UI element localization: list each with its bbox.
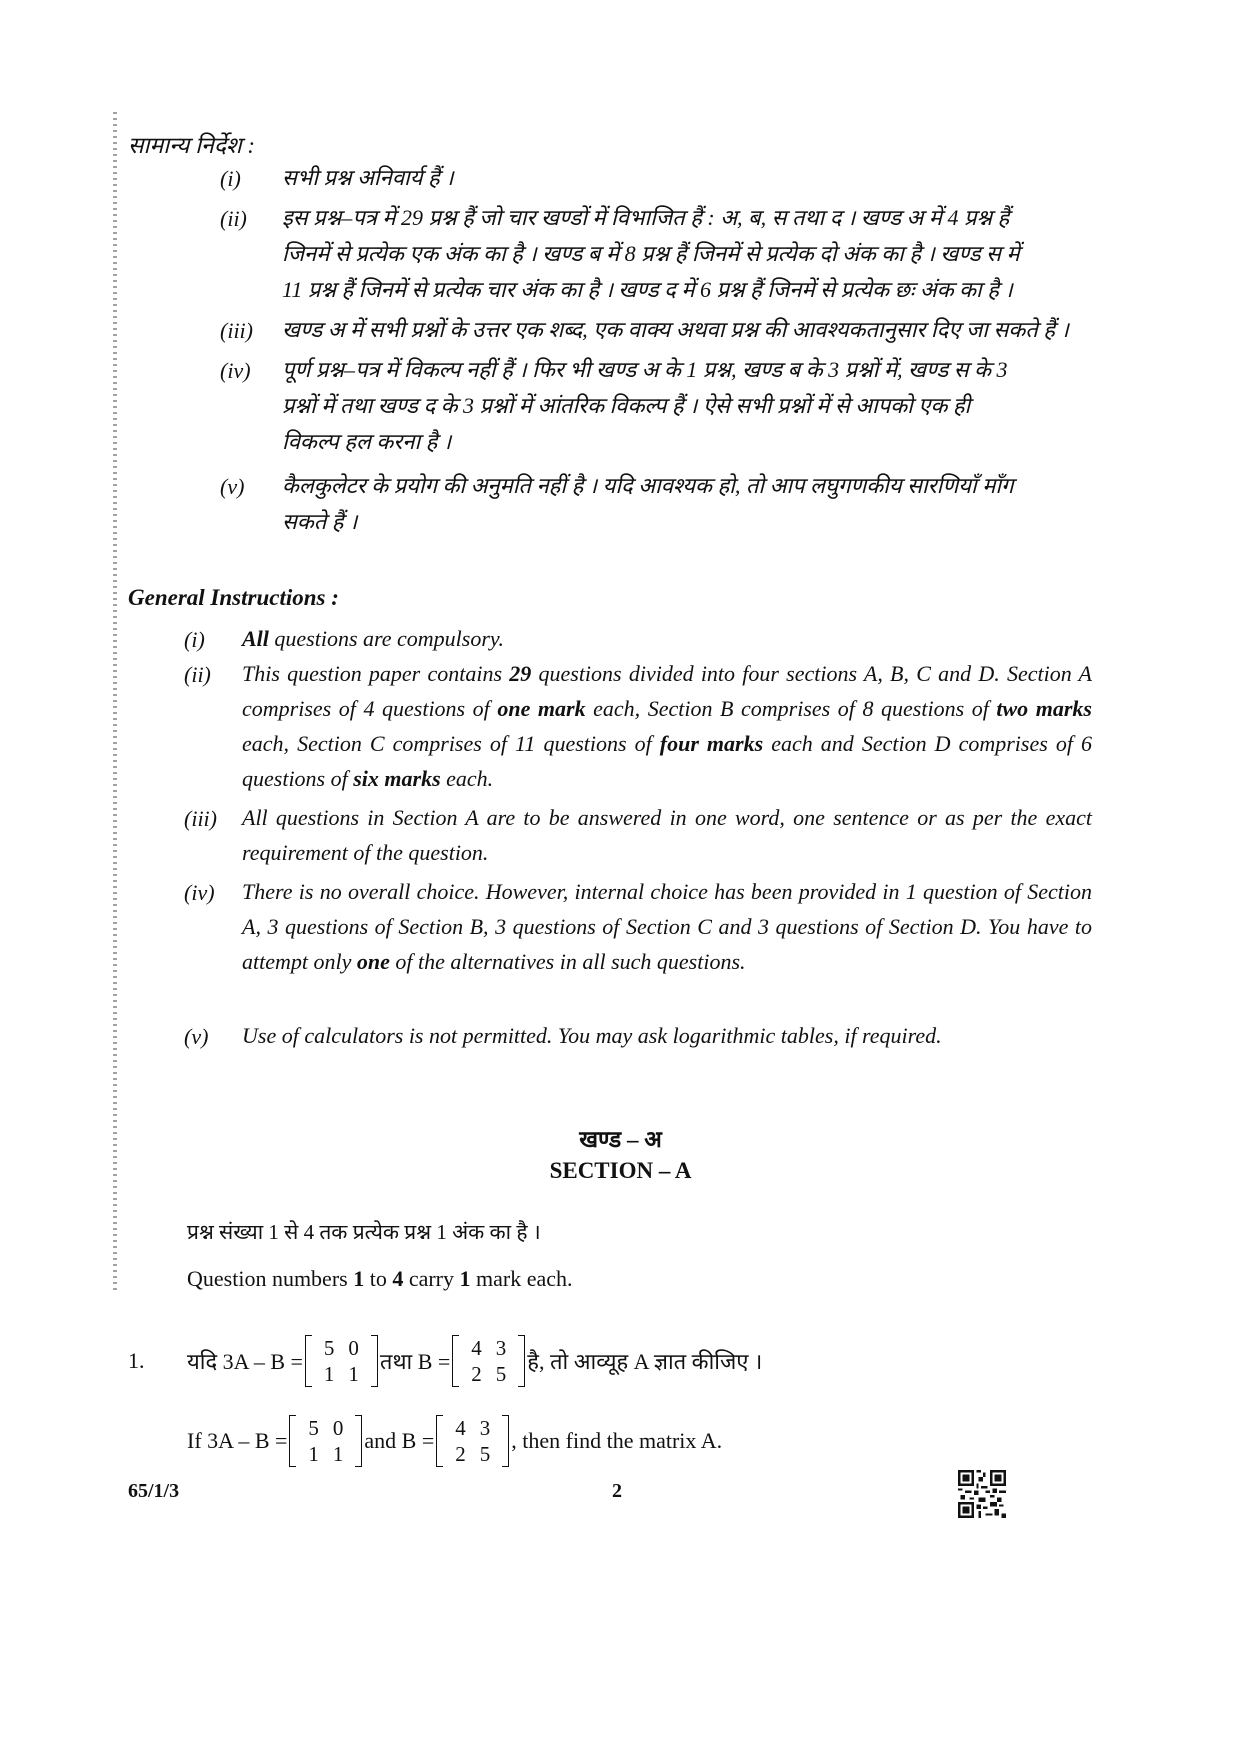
q1-hindi-mid: तथा B = [379, 1349, 451, 1374]
hindi-item-line: प्रश्नों में तथा खण्ड द के 3 प्रश्नों में आंतरिक विकल्प हैं । ऐसे सभी प्रश्नों में से आपको एक ही [282, 393, 971, 418]
section-title-hindi: खण्ड – अ [579, 1127, 662, 1152]
section-title-english: SECTION – A [549, 1158, 692, 1183]
page-number: 2 [612, 1480, 622, 1502]
qr-code-icon [958, 1470, 1006, 1518]
matrix-b: 4 3 2 5 [436, 1415, 509, 1467]
english-item-num: (v) [184, 1024, 209, 1049]
question1-hindi [187, 1330, 762, 1392]
paper-code: 65/1/3 [128, 1480, 180, 1502]
english-item-num: (ii) [184, 662, 211, 687]
margin-dotted-strip [113, 112, 117, 1292]
english-item-v: Use of calculators is not permitted. You may ask logarithmic tables, if required. [242, 1023, 942, 1048]
hindi-item-line: जिनमें से प्रत्येक एक अंक का है । खण्ड ब में 8 प्रश्न हैं जिनमें से प्रत्येक दो अंक का है । खण्ड स में [282, 241, 1020, 266]
english-item-i: All questions are compulsory. [242, 626, 504, 651]
question1-english [187, 1410, 722, 1472]
section-note-hindi: प्रश्न संख्या 1 से 4 तक प्रत्येक प्रश्न 1 अंक का है । [187, 1220, 541, 1244]
hindi-item-line: सकते हैं । [282, 509, 358, 534]
hindi-item-line: सभी प्रश्न अनिवार्य हैं । [282, 165, 454, 190]
hindi-item-line: 11 प्रश्न हैं जिनमें से प्रत्येक चार अंक का है । खण्ड द में 6 प्रश्न हैं जिनमें से प्रत्येक छः अंक का है । [282, 277, 1013, 302]
hindi-item-num: (i) [220, 166, 241, 191]
english-instructions-heading: General Instructions : [128, 585, 339, 610]
hindi-item-line: कैलकुलेटर के प्रयोग की अनुमति नहीं है । यदि आवश्यक हो, तो आप लघुगणकीय सारणियाँ माँग [282, 473, 1014, 498]
question-number: 1. [128, 1348, 145, 1373]
english-item-iv: There is no overall choice. However, internal choice has been provided in 1 question of Section A, 3 questions of Section B, 3 questions of Section C and 3 questions of Section D. You have to attempt only one of the alternatives in all such questions. [242, 879, 1092, 974]
hindi-item-num: (ii) [220, 206, 247, 231]
hindi-item-line: खण्ड अ में सभी प्रश्नों के उत्तर एक शब्द, एक वाक्य अथवा प्रश्न की आवश्यकतानुसार दिए जा सकते हैं । [282, 317, 1069, 342]
q1-english-pre: If 3A – B = [187, 1428, 288, 1453]
hindi-instructions-heading: सामान्य निर्देश : [128, 133, 256, 158]
hindi-item-line: इस प्रश्न–पत्र में 29 प्रश्न हैं जो चार खण्डों में विभाजित हैं : अ, ब, स तथा द । खण्ड अ में 4 प्रश्न हैं [282, 205, 1010, 230]
matrix-3a-minus-b: 5 0 1 1 [289, 1415, 362, 1467]
matrix-b: 4 3 2 5 [452, 1335, 525, 1387]
section-note-english: Question numbers 1 to 4 carry 1 mark each. [187, 1266, 573, 1291]
hindi-item-line: पूर्ण प्रश्न–पत्र में विकल्प नहीं हैं । फिर भी खण्ड अ के 1 प्रश्न, खण्ड ब के 3 प्रश्नों में, खण्ड स के 3 [282, 357, 1008, 382]
hindi-item-num: (iii) [220, 318, 253, 343]
q1-english-post: , then find the matrix A. [511, 1428, 723, 1453]
english-item-ii: This question paper contains 29 questions divided into four sections A, B, C and D. Section A comprises of 4 questions of one mark each, Section B comprises of 8 questions of two marks each, Section C comprises of 11 questions of four marks each and Section D comprises of 6 questions of six marks each. [242, 661, 1093, 791]
hindi-item-num: (v) [220, 474, 245, 499]
english-item-num: (iv) [184, 880, 215, 905]
matrix-3a-minus-b: 5 0 1 1 [305, 1335, 378, 1387]
q1-hindi-post: है, तो आव्यूह A ज्ञात कीजिए । [527, 1349, 763, 1374]
hindi-item-num: (iv) [220, 358, 251, 383]
hindi-item-line: विकल्प हल करना है । [282, 429, 452, 454]
english-item-num: (i) [184, 627, 205, 652]
q1-hindi-pre: यदि 3A – B = [187, 1349, 303, 1374]
q1-english-mid: and B = [364, 1428, 435, 1453]
english-item-num: (iii) [184, 806, 217, 831]
english-item-iii: All questions in Section A are to be answered in one word, one sentence or as per the exact requirement of the question. [242, 805, 1092, 865]
